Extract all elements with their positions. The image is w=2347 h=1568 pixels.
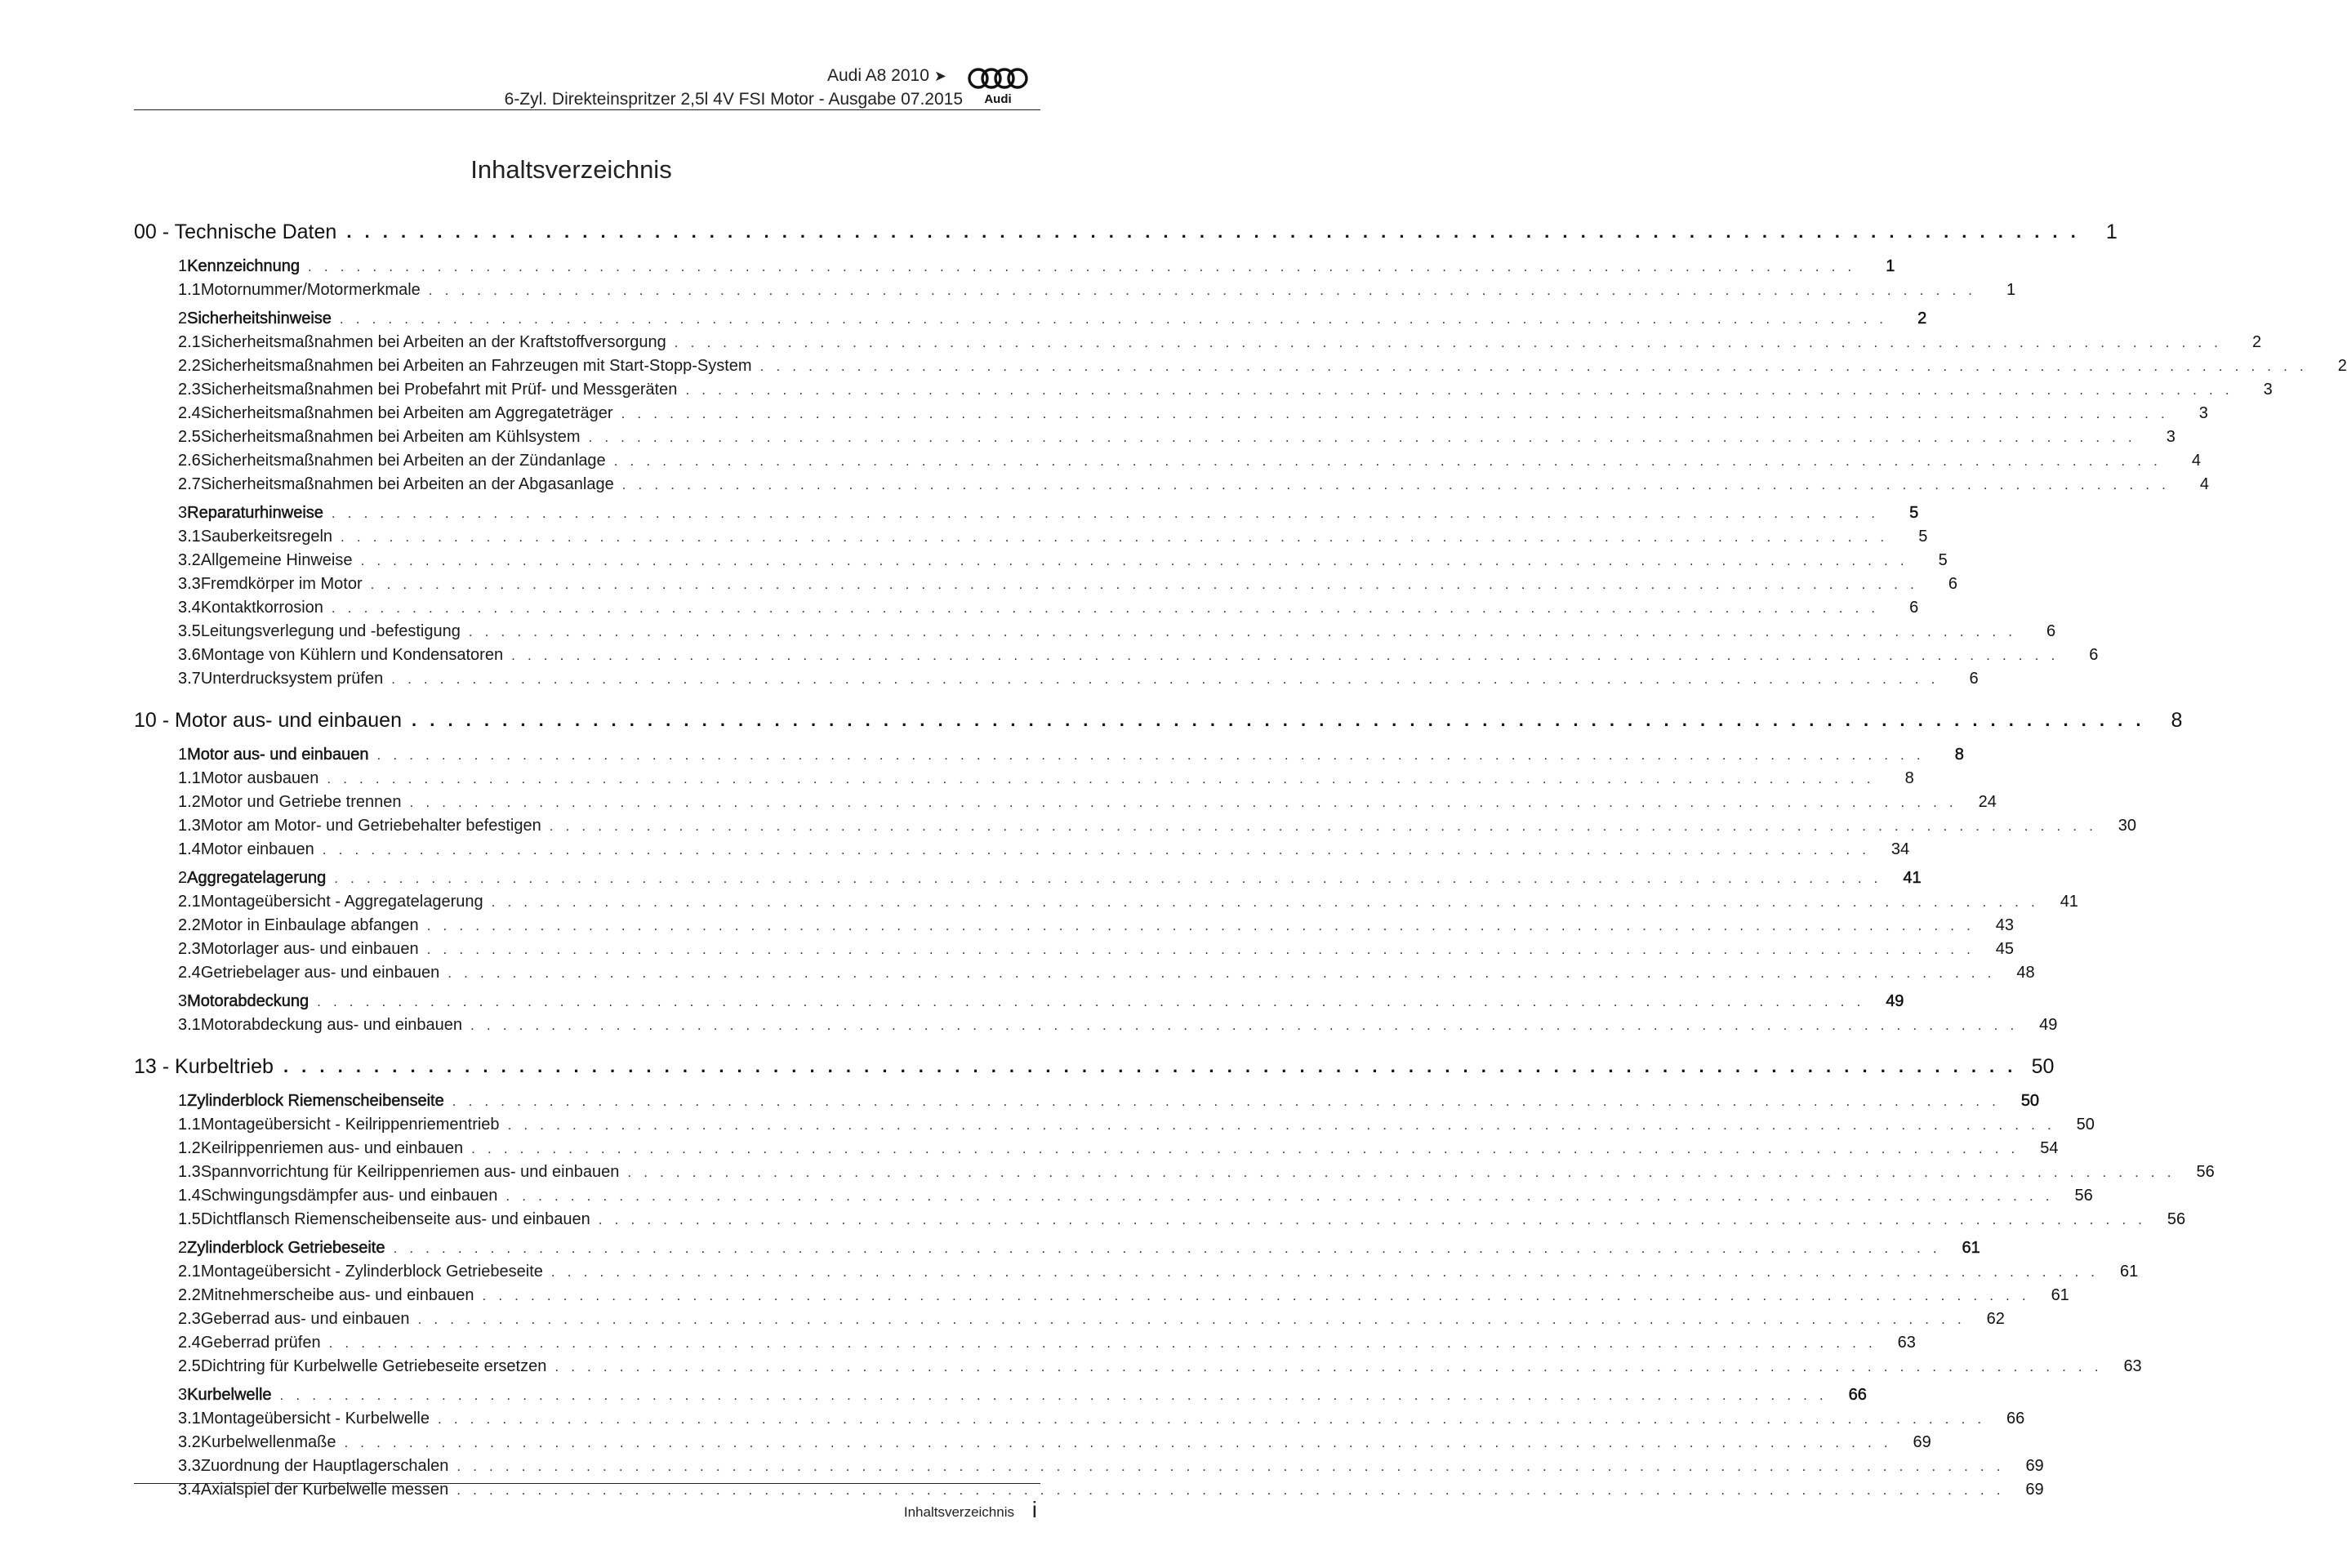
dot-leader: . . . . . . . . . . . . . . . . . . . . . . . . . . . . . . . . . . . . . . . . . . . . . . . . . . . . . . . . . . . . . . . . . . . . . . . . . . . . . . . . . . . . . . . . . . . . . . . . bbox=[482, 1287, 2030, 1303]
entry-title: Motornummer/Motormerkmale bbox=[200, 281, 421, 299]
entry-page: 24 bbox=[1978, 793, 1997, 811]
entry-number: 1.2 bbox=[178, 1139, 201, 1157]
entry-title: Kennzeichnung bbox=[187, 257, 301, 275]
entry-title: Geberrad prüfen bbox=[200, 1334, 321, 1352]
toc-subsection-link[interactable] bbox=[134, 1013, 2058, 1037]
footer-page-number: i bbox=[1031, 1497, 1037, 1522]
entry-title: Sicherheitsmaßnahmen bei Arbeiten an Fahrzeugen mit Start-Stopp-System bbox=[200, 357, 752, 375]
entry-number: 2.6 bbox=[178, 452, 201, 470]
entry-number: 2.2 bbox=[178, 916, 201, 934]
entry-title: Montageübersicht - Aggregatelagerung bbox=[200, 893, 483, 911]
entry-page: 5 bbox=[1938, 551, 1948, 569]
toc-subsection-link[interactable] bbox=[134, 1307, 2005, 1331]
chapter-page: 1 bbox=[2105, 220, 2118, 243]
toc-subsection-link[interactable] bbox=[134, 1284, 2069, 1307]
dot-leader: . . . . . . . . . . . . . . . . . . . . . . . . . . . . . . . . . . . . . . . . . . . . . . . . . . . . . . . . . . . . . . . . . . . . . . . . . . . . . . . . . . . . . . . . . . . . . . . . bbox=[328, 1334, 1877, 1351]
dot-leader: . . . . . . . . . . . . . . . . . . . . . . . . . . . . . . . . . . . . . . . . . . . . . . . . . . . . . . . . . . . . . . . . . . . . . . . . . . . . . . . . . . . . . . . . . . . . . . . . bbox=[759, 358, 2308, 374]
entry-number: 2.4 bbox=[178, 964, 201, 982]
entry-page: 2 bbox=[2337, 357, 2347, 375]
toc-section-link[interactable] bbox=[134, 255, 1895, 278]
toc-subsection-link[interactable] bbox=[134, 644, 2099, 667]
dot-leader: . . . . . . . . . . . . . . . . . . . . . . . . . . . . . . . . . . . . . . . . . . . . . . . . . . . . . . . . . . . . . . . . . . . . . . . . . . . . . . . . . . . . . . . . . . . . . . . . bbox=[674, 334, 2223, 350]
toc-section-link[interactable] bbox=[134, 1236, 1980, 1260]
toc-section-link[interactable] bbox=[134, 501, 1919, 525]
entry-page: 56 bbox=[2196, 1163, 2215, 1181]
entry-title: Fremdkörper im Motor bbox=[200, 575, 363, 593]
entry-number: 1.1 bbox=[178, 281, 201, 299]
dot-leader: . . . . . . . . . . . . . . . . . . . . . . . . . . . . . . . . . . . . . . . . . . . . . . . . . . . . . . . . . . . . . . . . . . . . . . . . . . . . . . . . . . . . . . . . . . . . . . . . bbox=[613, 452, 2162, 469]
toc-subsection-link[interactable] bbox=[134, 961, 2035, 985]
entry-title: Motor einbauen bbox=[200, 840, 314, 858]
toc-subsection-link[interactable] bbox=[134, 1431, 1931, 1454]
entry-number: 1.5 bbox=[178, 1210, 201, 1228]
toc-subsection-link[interactable] bbox=[134, 378, 2273, 402]
entry-title: Motor ausbauen bbox=[200, 769, 319, 787]
entry-title: Montage von Kühlern und Kondensatoren bbox=[200, 646, 504, 664]
chapter-title: 10 - Motor aus- und einbauen bbox=[134, 708, 402, 732]
entry-page: 66 bbox=[1848, 1386, 1867, 1404]
entry-number: 3 bbox=[178, 504, 188, 522]
entry-number: 1.1 bbox=[178, 769, 201, 787]
entry-title: Motor am Motor- und Getriebehalter befestigen bbox=[200, 817, 541, 835]
entry-page: 63 bbox=[1897, 1334, 1916, 1352]
entry-number: 2.4 bbox=[178, 1334, 201, 1352]
entry-page: 2 bbox=[2251, 333, 2262, 351]
dot-leader: . . . . . . . . . . . . . . . . . . . . . . . . . . . . . . . . . . . . . . . . . . . . . . . . . . . . . . . . . . . . . . . . . . . . . . . . . . . . . . . . . . . . . . . . . . . . . . . . bbox=[491, 893, 2039, 910]
entry-page: 54 bbox=[2040, 1139, 2059, 1157]
entry-title: Keilrippenriemen aus- und einbauen bbox=[200, 1139, 464, 1157]
toc-section-link[interactable] bbox=[134, 866, 1922, 890]
entry-title: Sicherheitsmaßnahmen bei Arbeiten an der Kraftstoffversorgung bbox=[200, 333, 666, 351]
entry-title: Dichtring für Kurbelwelle Getriebeseite ersetzen bbox=[200, 1357, 547, 1375]
dot-leader: . . . . . . . . . . . . . . . . . . . . . . . . . . . . . . . . . . . . . . . . . . . . . . . . . . . . . . . . . . . . . . . . . . . . . . . . . . . . . . . . . . . . . . . . . . . . . . . . bbox=[331, 599, 1880, 616]
entry-title: Montageübersicht - Zylinderblock Getriebeseite bbox=[200, 1263, 543, 1281]
toc-subsection-link[interactable] bbox=[134, 890, 2078, 914]
entry-page: 6 bbox=[1909, 599, 1919, 617]
dot-leader: . . . . . . . . . . . . . . . . . . . . . . . . . . . . . . . . . . . . . . . . . . . . . . . . . . . . . . . . . . . . . . . . . . . . . . . . . . . . . . . . . . . . . . . . . . . . . . . . bbox=[346, 221, 2080, 242]
entry-page: 43 bbox=[1995, 916, 2015, 934]
dot-leader: . . . . . . . . . . . . . . . . . . . . . . . . . . . . . . . . . . . . . . . . . . . . . . . . . . . . . . . . . . . . . . . . . . . . . . . . . . . . . . . . . . . . . . . . . . . . . . . . bbox=[470, 1017, 2019, 1033]
entry-number: 3.1 bbox=[178, 1016, 201, 1034]
entry-page: 56 bbox=[2167, 1210, 2186, 1228]
entry-title: Geberrad aus- und einbauen bbox=[200, 1310, 410, 1328]
entry-number: 2.3 bbox=[178, 940, 201, 958]
vehicle-model: Audi A8 2010 ➤ bbox=[826, 66, 946, 85]
entry-page: 41 bbox=[1903, 869, 1922, 887]
table-of-contents bbox=[134, 214, 2347, 1507]
dot-leader: . . . . . . . . . . . . . . . . . . . . . . . . . . . . . . . . . . . . . . . . . . . . . . . . . . . . . . . . . . . . . . . . . . . . . . . . . . . . . . . . . . . . . . . . . . . . . . . . bbox=[370, 576, 1918, 592]
entry-page: 3 bbox=[2166, 428, 2176, 446]
entry-title: Kurbelwelle bbox=[187, 1386, 272, 1404]
entry-title: Sicherheitsmaßnahmen bei Probefahrt mit Prüf- und Messgeräten bbox=[200, 381, 678, 399]
entry-title: Allgemeine Hinweise bbox=[200, 551, 353, 569]
dot-leader: . . . . . . . . . . . . . . . . . . . . . . . . . . . . . . . . . . . . . . . . . . . . . . . . . . . . . . . . . . . . . . . . . . . . . . . . . . . . . . . . . . . . . . . . . . . . . . . . bbox=[344, 1434, 1892, 1450]
toc-subsection-link[interactable] bbox=[134, 331, 2262, 354]
entry-title: Montageübersicht - Keilrippenriementrieb bbox=[200, 1116, 500, 1134]
entry-page: 61 bbox=[2119, 1263, 2139, 1281]
toc-section-link[interactable] bbox=[134, 1383, 1867, 1407]
entry-title: Leitungsverlegung und -befestigung bbox=[200, 622, 461, 640]
dot-leader: . . . . . . . . . . . . . . . . . . . . . . . . . . . . . . . . . . . . . . . . . . . . . . . . . . . . . . . . . . . . . . . . . . . . . . . . . . . . . . . . . . . . . . . . . . . . . . . . bbox=[505, 1187, 2054, 1204]
dot-leader: . . . . . . . . . . . . . . . . . . . . . . . . . . . . . . . . . . . . . . . . . . . . . . . . . . . . . . . . . . . . . . . . . . . . . . . . . . . . . . . . . . . . . . . . . . . . . . . . bbox=[308, 258, 1856, 274]
dot-leader: . . . . . . . . . . . . . . . . . . . . . . . . . . . . . . . . . . . . . . . . . . . . . . . . . . . . . . . . . . . . . . . . . . . . . . . . . . . . . . . . . . . . . . . . . . . . . . . . bbox=[283, 1056, 2017, 1076]
dot-leader: . . . . . . . . . . . . . . . . . . . . . . . . . . . . . . . . . . . . . . . . . . . . . . . . . . . . . . . . . . . . . . . . . . . . . . . . . . . . . . . . . . . . . . . . . . . . . . . . bbox=[334, 870, 1882, 886]
dot-leader: . . . . . . . . . . . . . . . . . . . . . . . . . . . . . . . . . . . . . . . . . . . . . . . . . . . . . . . . . . . . . . . . . . . . . . . . . . . . . . . . . . . . . . . . . . . . . . . . bbox=[437, 1410, 1986, 1427]
chapter-page: 50 bbox=[2031, 1054, 2055, 1078]
entry-title: Getriebelager aus- und einbauen bbox=[200, 964, 440, 982]
entry-page: 49 bbox=[1886, 992, 1904, 1010]
chapter-title: 13 - Kurbeltrieb bbox=[134, 1054, 274, 1078]
dot-leader: . . . . . . . . . . . . . . . . . . . . . . . . . . . . . . . . . . . . . . . . . . . . . . . . . . . . . . . . . . . . . . . . . . . . . . . . . . . . . . . . . . . . . . . . . . . . . . . . bbox=[393, 1240, 1941, 1256]
entry-number: 2.5 bbox=[178, 1357, 201, 1375]
page-title: Inhaltsverzeichnis bbox=[470, 155, 672, 184]
toc-subsection-link[interactable] bbox=[134, 1407, 2025, 1431]
dot-leader: . . . . . . . . . . . . . . . . . . . . . . . . . . . . . . . . . . . . . . . . . . . . . . . . . . . . . . . . . . . . . . . . . . . . . . . . . . . . . . . . . . . . . . . . . . . . . . . . bbox=[426, 941, 1975, 957]
entry-page: 69 bbox=[2025, 1481, 2044, 1499]
audi-logo bbox=[965, 67, 1035, 106]
dot-leader: . . . . . . . . . . . . . . . . . . . . . . . . . . . . . . . . . . . . . . . . . . . . . . . . . . . . . . . . . . . . . . . . . . . . . . . . . . . . . . . . . . . . . . . . . . . . . . . . bbox=[598, 1211, 2147, 1227]
entry-title: Kontaktkorrosion bbox=[200, 599, 323, 617]
toc-subsection-link[interactable] bbox=[134, 1208, 2186, 1232]
dot-leader: . . . . . . . . . . . . . . . . . . . . . . . . . . . . . . . . . . . . . . . . . . . . . . . . . . . . . . . . . . . . . . . . . . . . . . . . . . . . . . . . . . . . . . . . . . . . . . . . bbox=[279, 1387, 1828, 1403]
entry-number: 1.3 bbox=[178, 817, 201, 835]
toc-subsection-link[interactable] bbox=[134, 473, 2210, 497]
entry-title: Axialspiel der Kurbelwelle messen bbox=[200, 1481, 449, 1499]
entry-title: Montageübersicht - Kurbelwelle bbox=[200, 1410, 430, 1428]
entry-number: 2 bbox=[178, 1239, 188, 1257]
entry-title: Motorabdeckung bbox=[187, 992, 310, 1010]
entry-title: Sicherheitsmaßnahmen bei Arbeiten an der Zündanlage bbox=[200, 452, 606, 470]
entry-page: 49 bbox=[2039, 1016, 2058, 1034]
dot-leader: . . . . . . . . . . . . . . . . . . . . . . . . . . . . . . . . . . . . . . . . . . . . . . . . . . . . . . . . . . . . . . . . . . . . . . . . . . . . . . . . . . . . . . . . . . . . . . . . bbox=[327, 770, 1875, 786]
entry-page: 66 bbox=[2006, 1410, 2025, 1428]
entry-page: 62 bbox=[1986, 1310, 2005, 1328]
toc-chapter bbox=[134, 214, 2347, 691]
entry-page: 50 bbox=[2020, 1092, 2040, 1110]
manual-subtitle: 6-Zyl. Direkteinspritzer 2,5l 4V FSI Motor - Ausgabe 07.2015 bbox=[504, 90, 963, 109]
entry-title: Sicherheitshinweise bbox=[187, 310, 332, 327]
entry-number: 1.3 bbox=[178, 1163, 201, 1181]
entry-title: Sauberkeitsregeln bbox=[200, 528, 333, 546]
toc-section-link[interactable] bbox=[134, 990, 1904, 1013]
dot-leader: . . . . . . . . . . . . . . . . . . . . . . . . . . . . . . . . . . . . . . . . . . . . . . . . . . . . . . . . . . . . . . . . . . . . . . . . . . . . . . . . . . . . . . . . . . . . . . . . bbox=[471, 1140, 2020, 1156]
entry-number: 2.2 bbox=[178, 1286, 201, 1304]
dot-leader: . . . . . . . . . . . . . . . . . . . . . . . . . . . . . . . . . . . . . . . . . . . . . . . . . . . . . . . . . . . . . . . . . . . . . . . . . . . . . . . . . . . . . . . . . . . . . . . . bbox=[341, 528, 1889, 545]
dot-leader: . . . . . . . . . . . . . . . . . . . . . . . . . . . . . . . . . . . . . . . . . . . . . . . . . . . . . . . . . . . . . . . . . . . . . . . . . . . . . . . . . . . . . . . . . . . . . . . . bbox=[456, 1458, 2005, 1474]
entry-title: Schwingungsdämpfer aus- und einbauen bbox=[200, 1187, 498, 1205]
dot-leader: . . . . . . . . . . . . . . . . . . . . . . . . . . . . . . . . . . . . . . . . . . . . . . . . . . . . . . . . . . . . . . . . . . . . . . . . . . . . . . . . . . . . . . . . . . . . . . . . bbox=[627, 1164, 2176, 1180]
toc-subsection-link[interactable] bbox=[134, 402, 2208, 425]
entry-title: Unterdrucksystem prüfen bbox=[200, 670, 384, 688]
entry-page: 69 bbox=[1913, 1433, 1931, 1451]
entry-page: 63 bbox=[2123, 1357, 2142, 1375]
entry-page: 61 bbox=[2051, 1286, 2069, 1304]
entry-number: 3.2 bbox=[178, 1433, 201, 1451]
entry-page: 2 bbox=[1917, 310, 1927, 327]
entry-page: 45 bbox=[1995, 940, 2014, 958]
toc-subsection-link[interactable] bbox=[134, 1137, 2059, 1160]
dot-leader: . . . . . . . . . . . . . . . . . . . . . . . . . . . . . . . . . . . . . . . . . . . . . . . . . . . . . . . . . . . . . . . . . . . . . . . . . . . . . . . . . . . . . . . . . . . . . . . . bbox=[428, 282, 1977, 298]
entry-number: 2.1 bbox=[178, 893, 201, 911]
entry-number: 1 bbox=[178, 746, 188, 764]
page-footer bbox=[134, 1483, 1040, 1522]
entry-page: 5 bbox=[1909, 504, 1919, 522]
toc-subsection-link[interactable] bbox=[134, 1355, 2142, 1379]
entry-page: 3 bbox=[2263, 381, 2273, 399]
entry-page: 34 bbox=[1891, 840, 1910, 858]
entry-number: 2.1 bbox=[178, 1263, 201, 1281]
toc-subsection-link[interactable] bbox=[134, 1260, 2139, 1284]
entry-page: 6 bbox=[1948, 575, 1957, 593]
toc-subsection-link[interactable] bbox=[134, 596, 1919, 620]
dot-leader: . . . . . . . . . . . . . . . . . . . . . . . . . . . . . . . . . . . . . . . . . . . . . . . . . . . . . . . . . . . . . . . . . . . . . . . . . . . . . . . . . . . . . . . . . . . . . . . . bbox=[621, 405, 2169, 421]
toc-chapter-link[interactable] bbox=[134, 1049, 2055, 1085]
entry-number: 3.5 bbox=[178, 622, 201, 640]
entry-page: 69 bbox=[2025, 1457, 2044, 1475]
entry-title: Sicherheitsmaßnahmen bei Arbeiten an der Abgasanlage bbox=[200, 475, 614, 493]
entry-number: 3.1 bbox=[178, 1410, 201, 1428]
dot-leader: . . . . . . . . . . . . . . . . . . . . . . . . . . . . . . . . . . . . . . . . . . . . . . . . . . . . . . . . . . . . . . . . . . . . . . . . . . . . . . . . . . . . . . . . . . . . . . . . bbox=[331, 505, 1880, 521]
entry-number: 1.4 bbox=[178, 840, 201, 858]
dot-leader: . . . . . . . . . . . . . . . . . . . . . . . . . . . . . . . . . . . . . . . . . . . . . . . . . . . . . . . . . . . . . . . . . . . . . . . . . . . . . . . . . . . . . . . . . . . . . . . . bbox=[409, 794, 1957, 810]
toc-subsection-link[interactable] bbox=[134, 791, 1997, 814]
entry-number: 3.3 bbox=[178, 1457, 201, 1475]
entry-number: 3 bbox=[178, 1386, 188, 1404]
dot-leader: . . . . . . . . . . . . . . . . . . . . . . . . . . . . . . . . . . . . . . . . . . . . . . . . . . . . . . . . . . . . . . . . . . . . . . . . . . . . . . . . . . . . . . . . . . . . . . . . bbox=[452, 1093, 2001, 1109]
toc-chapter-link[interactable] bbox=[134, 702, 2183, 738]
entry-page: 41 bbox=[2060, 893, 2078, 911]
entry-page: 1 bbox=[1886, 257, 1895, 275]
entry-page: 6 bbox=[2046, 622, 2056, 640]
entry-page: 6 bbox=[1969, 670, 1979, 688]
dot-leader: . . . . . . . . . . . . . . . . . . . . . . . . . . . . . . . . . . . . . . . . . . . . . . . . . . . . . . . . . . . . . . . . . . . . . . . . . . . . . . . . . . . . . . . . . . . . . . . . bbox=[456, 1481, 2005, 1498]
toc-subsection-link[interactable] bbox=[134, 425, 2176, 449]
toc-section-link[interactable] bbox=[134, 743, 1964, 767]
entry-page: 3 bbox=[2198, 404, 2208, 422]
toc-subsection-link[interactable] bbox=[134, 354, 2347, 378]
toc-subsection-link[interactable] bbox=[134, 525, 1928, 549]
dot-leader: . . . . . . . . . . . . . . . . . . . . . . . . . . . . . . . . . . . . . . . . . . . . . . . . . . . . . . . . . . . . . . . . . . . . . . . . . . . . . . . . . . . . . . . . . . . . . . . . bbox=[621, 476, 2171, 492]
entry-number: 2.1 bbox=[178, 333, 201, 351]
entry-page: 4 bbox=[2191, 452, 2202, 470]
toc-section-link[interactable] bbox=[134, 307, 1927, 331]
dot-leader: . . . . . . . . . . . . . . . . . . . . . . . . . . . . . . . . . . . . . . . . . . . . . . . . . . . . . . . . . . . . . . . . . . . . . . . . . . . . . . . . . . . . . . . . . . . . . . . . bbox=[339, 310, 1888, 327]
entry-title: Motorlager aus- und einbauen bbox=[200, 940, 419, 958]
entry-number: 2.5 bbox=[178, 428, 201, 446]
dot-leader: . . . . . . . . . . . . . . . . . . . . . . . . . . . . . . . . . . . . . . . . . . . . . . . . . . . . . . . . . . . . . . . . . . . . . . . . . . . . . . . . . . . . . . . . . . . . . . . . bbox=[554, 1358, 2103, 1374]
toc-section-link[interactable] bbox=[134, 1089, 2040, 1113]
entry-title: Kurbelwellenmaße bbox=[200, 1433, 336, 1451]
entry-title: Motor aus- und einbauen bbox=[187, 746, 369, 764]
entry-page: 4 bbox=[2199, 475, 2210, 493]
toc-subsection-link[interactable] bbox=[134, 814, 2137, 838]
entry-number: 2.2 bbox=[178, 357, 201, 375]
entry-page: 5 bbox=[1918, 528, 1928, 546]
toc-subsection-link[interactable] bbox=[134, 1160, 2215, 1184]
toc-subsection-link[interactable] bbox=[134, 938, 2014, 961]
toc-chapter bbox=[134, 702, 2183, 1037]
entry-title: Mitnehmerscheibe aus- und einbauen bbox=[200, 1286, 474, 1304]
toc-subsection-link[interactable] bbox=[134, 572, 1957, 596]
chapter-title: 00 - Technische Daten bbox=[134, 220, 337, 243]
toc-subsection-link[interactable] bbox=[134, 667, 1979, 691]
toc-chapter-link[interactable] bbox=[134, 214, 2118, 250]
entry-number: 1 bbox=[178, 1092, 188, 1110]
entry-page: 30 bbox=[2118, 817, 2137, 835]
entry-number: 3.6 bbox=[178, 646, 201, 664]
dot-leader: . . . . . . . . . . . . . . . . . . . . . . . . . . . . . . . . . . . . . . . . . . . . . . . . . . . . . . . . . . . . . . . . . . . . . . . . . . . . . . . . . . . . . . . . . . . . . . . . bbox=[322, 841, 1871, 858]
dot-leader: . . . . . . . . . . . . . . . . . . . . . . . . . . . . . . . . . . . . . . . . . . . . . . . . . . . . . . . . . . . . . . . . . . . . . . . . . . . . . . . . . . . . . . . . . . . . . . . . bbox=[360, 552, 1908, 568]
toc-subsection-link[interactable] bbox=[134, 914, 2015, 938]
entry-number: 2.4 bbox=[178, 404, 201, 422]
entry-title: Dichtflansch Riemenscheibenseite aus- und einbauen bbox=[200, 1210, 590, 1228]
entry-number: 3.4 bbox=[178, 1481, 201, 1499]
footer-text: Inhaltsverzeichnis bbox=[903, 1504, 1014, 1520]
entry-title: Aggregatelagerung bbox=[187, 869, 327, 887]
toc-subsection-link[interactable] bbox=[134, 767, 1914, 791]
dot-leader: . . . . . . . . . . . . . . . . . . . . . . . . . . . . . . . . . . . . . . . . . . . . . . . . . . . . . . . . . . . . . . . . . . . . . . . . . . . . . . . . . . . . . . . . . . . . . . . . bbox=[448, 964, 1996, 981]
dot-leader: . . . . . . . . . . . . . . . . . . . . . . . . . . . . . . . . . . . . . . . . . . . . . . . . . . . . . . . . . . . . . . . . . . . . . . . . . . . . . . . . . . . . . . . . . . . . . . . . bbox=[412, 710, 2145, 730]
entry-title: Spannvorrichtung für Keilrippenriemen aus- und einbauen bbox=[200, 1163, 620, 1181]
dot-leader: . . . . . . . . . . . . . . . . . . . . . . . . . . . . . . . . . . . . . . . . . . . . . . . . . . . . . . . . . . . . . . . . . . . . . . . . . . . . . . . . . . . . . . . . . . . . . . . . bbox=[317, 993, 1865, 1009]
entry-title: Zuordnung der Hauptlagerschalen bbox=[200, 1457, 449, 1475]
dot-leader: . . . . . . . . . . . . . . . . . . . . . . . . . . . . . . . . . . . . . . . . . . . . . . . . . . . . . . . . . . . . . . . . . . . . . . . . . . . . . . . . . . . . . . . . . . . . . . . . bbox=[468, 623, 2017, 639]
entry-title: Reparaturhinweise bbox=[187, 504, 323, 522]
entry-title: Sicherheitsmaßnahmen bei Arbeiten am Aggregateträger bbox=[200, 404, 613, 422]
entry-number: 2 bbox=[178, 869, 188, 887]
toc-subsection-link[interactable] bbox=[134, 1454, 2044, 1478]
dot-leader: . . . . . . . . . . . . . . . . . . . . . . . . . . . . . . . . . . . . . . . . . . . . . . . . . . . . . . . . . . . . . . . . . . . . . . . . . . . . . . . . . . . . . . . . . . . . . . . . bbox=[391, 670, 1940, 687]
toc-chapter bbox=[134, 1049, 2215, 1502]
entry-number: 1.4 bbox=[178, 1187, 201, 1205]
entry-page: 61 bbox=[1962, 1239, 1980, 1257]
entry-number: 1.2 bbox=[178, 793, 201, 811]
dot-leader: . . . . . . . . . . . . . . . . . . . . . . . . . . . . . . . . . . . . . . . . . . . . . . . . . . . . . . . . . . . . . . . . . . . . . . . . . . . . . . . . . . . . . . . . . . . . . . . . bbox=[685, 381, 2233, 398]
entry-number: 2 bbox=[178, 310, 188, 327]
entry-page: 48 bbox=[2016, 964, 2035, 982]
entry-page: 6 bbox=[2089, 646, 2099, 664]
entry-page: 8 bbox=[1904, 769, 1914, 787]
entry-page: 50 bbox=[2076, 1116, 2095, 1134]
entry-title: Motor in Einbaulage abfangen bbox=[200, 916, 419, 934]
entry-page: 8 bbox=[1954, 746, 1964, 764]
entry-number: 3.4 bbox=[178, 599, 201, 617]
toc-subsection-link[interactable] bbox=[134, 838, 1910, 862]
dot-leader: . . . . . . . . . . . . . . . . . . . . . . . . . . . . . . . . . . . . . . . . . . . . . . . . . . . . . . . . . . . . . . . . . . . . . . . . . . . . . . . . . . . . . . . . . . . . . . . . bbox=[588, 429, 2136, 445]
dot-leader: . . . . . . . . . . . . . . . . . . . . . . . . . . . . . . . . . . . . . . . . . . . . . . . . . . . . . . . . . . . . . . . . . . . . . . . . . . . . . . . . . . . . . . . . . . . . . . . . bbox=[507, 1116, 2055, 1133]
entry-page: 56 bbox=[2074, 1187, 2093, 1205]
dot-leader: . . . . . . . . . . . . . . . . . . . . . . . . . . . . . . . . . . . . . . . . . . . . . . . . . . . . . . . . . . . . . . . . . . . . . . . . . . . . . . . . . . . . . . . . . . . . . . . . bbox=[426, 917, 1975, 933]
dot-leader: . . . . . . . . . . . . . . . . . . . . . . . . . . . . . . . . . . . . . . . . . . . . . . . . . . . . . . . . . . . . . . . . . . . . . . . . . . . . . . . . . . . . . . . . . . . . . . . . bbox=[511, 647, 2060, 663]
entry-number: 2.3 bbox=[178, 381, 201, 399]
entry-title: Zylinderblock Getriebeseite bbox=[187, 1239, 385, 1257]
toc-subsection-link[interactable] bbox=[134, 1113, 2095, 1137]
entry-number: 3 bbox=[178, 992, 188, 1010]
entry-number: 3.2 bbox=[178, 551, 201, 569]
entry-number: 3.1 bbox=[178, 528, 201, 546]
entry-number: 2.3 bbox=[178, 1310, 201, 1328]
toc-subsection-link[interactable] bbox=[134, 620, 2056, 644]
arrow-icon: ➤ bbox=[933, 68, 946, 84]
chapter-page: 8 bbox=[2171, 708, 2183, 732]
dot-leader: . . . . . . . . . . . . . . . . . . . . . . . . . . . . . . . . . . . . . . . . . . . . . . . . . . . . . . . . . . . . . . . . . . . . . . . . . . . . . . . . . . . . . . . . . . . . . . . . bbox=[549, 817, 2098, 834]
entry-title: Motorabdeckung aus- und einbauen bbox=[200, 1016, 463, 1034]
entry-number: 3.3 bbox=[178, 575, 201, 593]
entry-title: Motor und Getriebe trennen bbox=[200, 793, 402, 811]
entry-number: 1.1 bbox=[178, 1116, 201, 1134]
entry-page: 1 bbox=[2006, 281, 2016, 299]
entry-title: Sicherheitsmaßnahmen bei Arbeiten am Kühlsystem bbox=[200, 428, 581, 446]
toc-subsection-link[interactable] bbox=[134, 549, 1948, 572]
entry-title: Zylinderblock Riemenscheibenseite bbox=[187, 1092, 444, 1110]
toc-subsection-link[interactable] bbox=[134, 278, 2016, 302]
dot-leader: . . . . . . . . . . . . . . . . . . . . . . . . . . . . . . . . . . . . . . . . . . . . . . . . . . . . . . . . . . . . . . . . . . . . . . . . . . . . . . . . . . . . . . . . . . . . . . . . bbox=[376, 746, 1925, 763]
logo-text: Audi bbox=[984, 92, 1012, 106]
toc-subsection-link[interactable] bbox=[134, 1331, 1916, 1355]
entry-number: 1 bbox=[178, 257, 188, 275]
entry-number: 3.7 bbox=[178, 670, 201, 688]
toc-subsection-link[interactable] bbox=[134, 449, 2202, 473]
dot-leader: . . . . . . . . . . . . . . . . . . . . . . . . . . . . . . . . . . . . . . . . . . . . . . . . . . . . . . . . . . . . . . . . . . . . . . . . . . . . . . . . . . . . . . . . . . . . . . . . bbox=[550, 1263, 2100, 1280]
toc-subsection-link[interactable] bbox=[134, 1184, 2093, 1208]
page-header bbox=[134, 64, 1040, 110]
entry-number: 2.7 bbox=[178, 475, 201, 493]
dot-leader: . . . . . . . . . . . . . . . . . . . . . . . . . . . . . . . . . . . . . . . . . . . . . . . . . . . . . . . . . . . . . . . . . . . . . . . . . . . . . . . . . . . . . . . . . . . . . . . . bbox=[417, 1311, 1966, 1327]
